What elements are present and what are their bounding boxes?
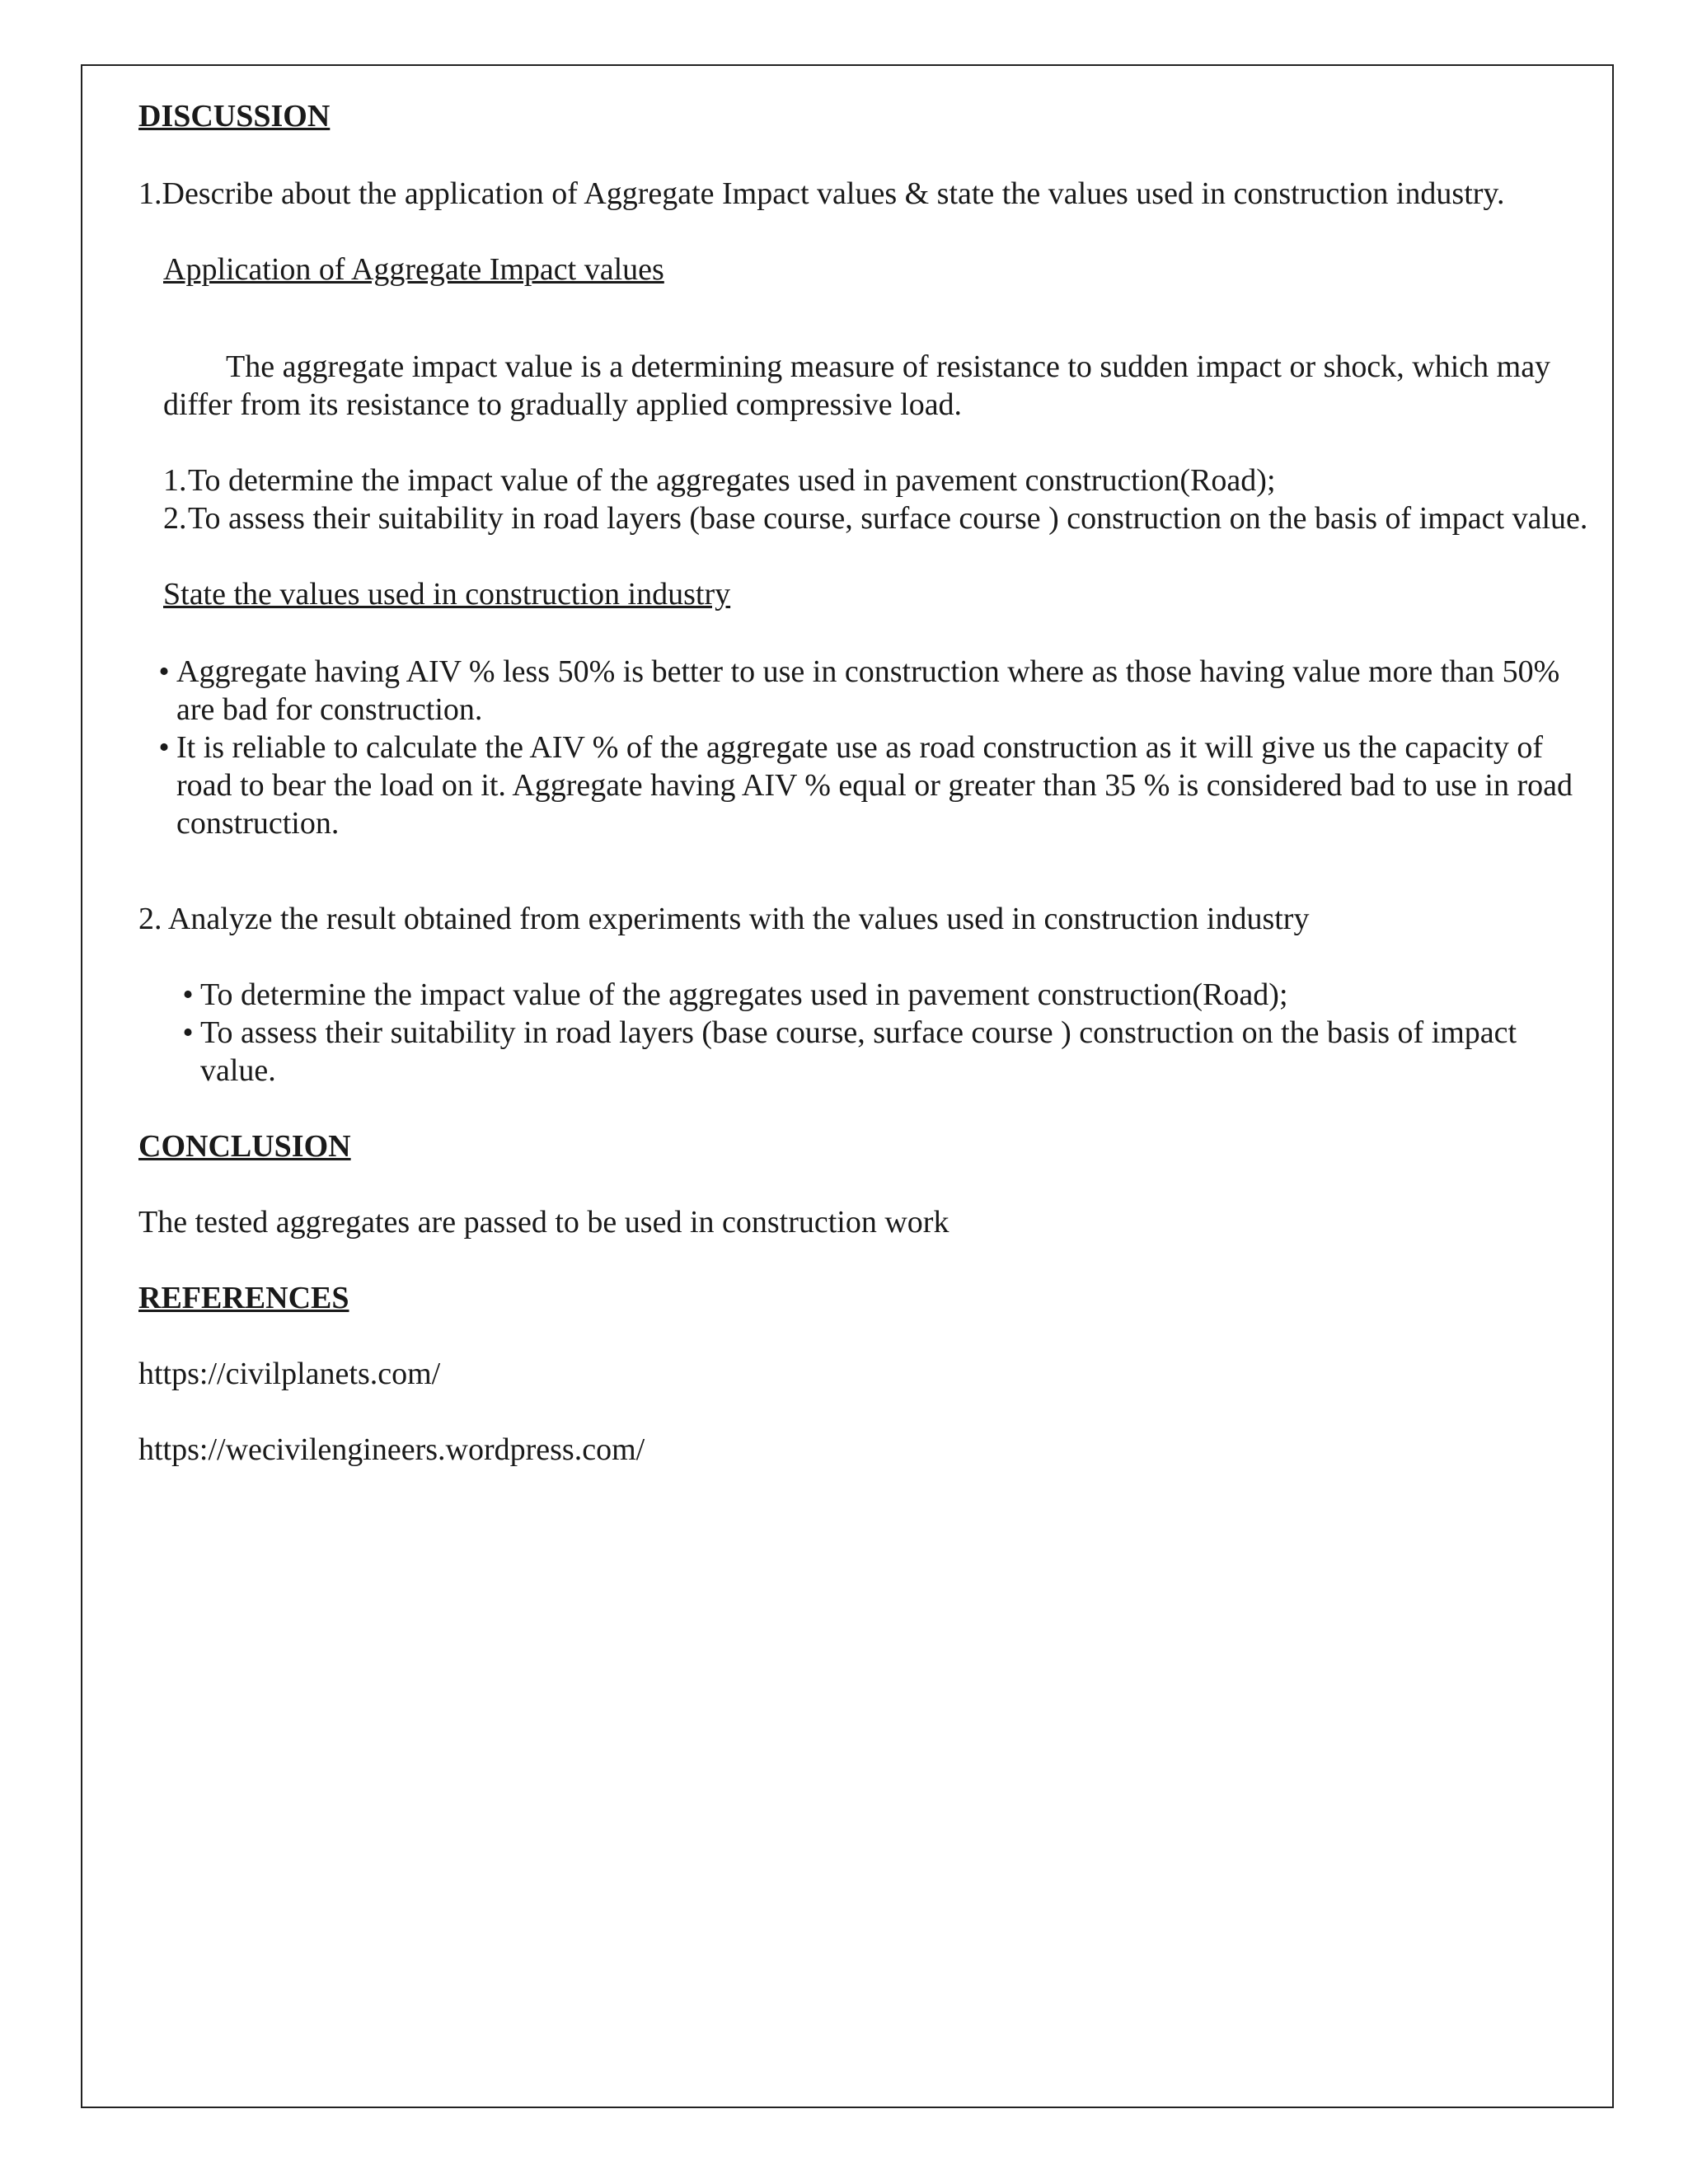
- list-item: [152, 729, 1589, 842]
- document-body: [138, 97, 1589, 1469]
- analysis-bullet-list: [176, 976, 1589, 1090]
- list-item: [163, 499, 1589, 537]
- list-item: [176, 1014, 1589, 1090]
- references-heading: REFERENCES: [138, 1281, 349, 1315]
- application-paragraph: The aggregate impact value is a determining measure of resistance to sudden impact or shock, which may differ from its resistance to gradually applied compressive load.: [163, 349, 1551, 422]
- conclusion-heading: CONCLUSION: [138, 1129, 351, 1164]
- reference-link[interactable]: https://wecivilengineers.wordpress.com/: [138, 1432, 645, 1467]
- list-number: 2.: [163, 501, 187, 536]
- list-item: [152, 653, 1589, 729]
- list-text: To determine the impact value of the aggregates used in pavement construction(Road);: [188, 463, 1276, 498]
- application-heading: Application of Aggregate Impact values: [163, 252, 664, 287]
- question-1: 1.Describe about the application of Aggregate Impact values & state the values used in construction industry.: [138, 176, 1505, 211]
- list-text: To assess their suitability in road layers (base course, surface course ) construction on the basis of impact value.: [188, 501, 1588, 536]
- question-2: 2. Analyze the result obtained from experiments with the values used in construction industry: [138, 902, 1310, 936]
- list-text: To assess their suitability in road layers (base course, surface course ) construction on the basis of impact value.: [200, 1015, 1517, 1088]
- conclusion-text: The tested aggregates are passed to be used in construction work: [138, 1205, 950, 1240]
- list-text: It is reliable to calculate the AIV % of the aggregate use as road construction as it will give us the capacity of road to bear the load on it. Aggregate having AIV % equal or greater than 35 % is considered bad to use in road construction.: [176, 730, 1573, 841]
- values-heading: State the values used in construction industry: [163, 577, 731, 612]
- list-text: To determine the impact value of the aggregates used in pavement construction(Road);: [200, 977, 1288, 1012]
- list-item: [176, 976, 1589, 1014]
- bullet-icon: •: [182, 977, 194, 1012]
- list-text: Aggregate having AIV % less 50% is better to use in construction where as those having value more than 50% are bad for construction.: [176, 654, 1560, 727]
- discussion-heading: DISCUSSION: [138, 99, 331, 134]
- values-bullet-list: [152, 653, 1589, 842]
- list-number: 1.: [163, 463, 187, 498]
- purpose-list: [163, 462, 1589, 537]
- bullet-icon: •: [182, 1015, 194, 1050]
- list-item: [163, 462, 1589, 499]
- bullet-icon: •: [158, 730, 170, 765]
- reference-link[interactable]: https://civilplanets.com/: [138, 1357, 441, 1391]
- bullet-icon: •: [158, 654, 170, 689]
